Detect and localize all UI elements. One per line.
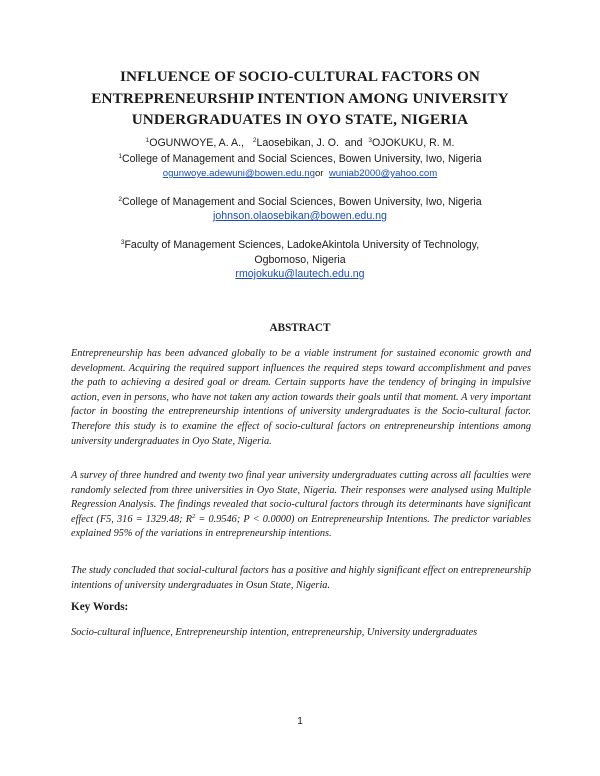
email-link-ojokuku[interactable]: rmojokuku@lautech.edu.ng: [235, 268, 365, 280]
author-1-name: OGUNWOYE, A. A.,: [149, 137, 244, 149]
affiliation-2-text: College of Management and Social Sciences, Bowen University, Iwo, Nigeria: [122, 196, 482, 208]
affiliation-3-text-line-1: Faculty of Management Sciences, LadokeAkintola University of Technology,: [124, 239, 480, 251]
abstract-paragraph-1: Entrepreneurship has been advanced globally to be a viable instrument for sustained economic growth and development. Acquiring the required support influences the required steps toward accomplishment and paves the path to achieving a desired goal or dream. Certain supports have the tendency of bringing in impulsive action, even in persons, who have not taken any action towards their goals until that moment. A very important factor in boosting the entrepreneurship intentions of university undergraduates is the Socio-cultural factor. Therefore this study is to examine the effect of socio-cultural factors on entrepreneurship intentions among university undergraduates in Oyo State, Nigeria.: [71, 348, 531, 447]
affiliation-1-superscript: 1: [118, 153, 123, 160]
keywords-text: Socio-cultural influence, Entrepreneurship intention, entrepreneurship, University undergraduates: [71, 627, 478, 638]
paper-title: INFLUENCE OF SOCIO-CULTURAL FACTORS ON ENTREPRENEURSHIP INTENTION AMONG UNIVERSITY UNDERGRADUATES IN OYO STATE, NIGERIA: [91, 68, 509, 128]
affiliation-1: [0, 151, 600, 167]
affiliation-3: [0, 237, 600, 253]
affiliation-3-superscript: 3: [120, 239, 125, 246]
author-line: [0, 135, 600, 151]
email-link-ogunwoye-yahoo[interactable]: wuniab2000@yahoo.com: [328, 168, 438, 179]
abstract-paragraph-2: [71, 469, 531, 542]
email-link-ogunwoye-bowen[interactable]: ogunwoye.adewuni@bowen.edu.ng: [162, 168, 315, 179]
author-3-superscript: 3: [368, 137, 372, 144]
affiliation-3-text-line-2: Ogbomoso, Nigeria: [254, 254, 346, 266]
r-squared-superscript: 2: [192, 512, 196, 520]
keywords-heading: Key Words:: [71, 601, 129, 613]
affiliation-2-email: [0, 208, 600, 224]
author-2-superscript: 2: [252, 137, 257, 144]
author-2-name: Laosebikan, J. O.: [256, 137, 339, 149]
abstract-paragraph-2-text-a: A survey of three hundred and twenty two final year university undergraduates cutting across all faculties were randomly selected from three universities in Oyo State, Nigeria. Their responses were analysed using Multiple Regression Analysis. The findings revealed that socio-cultural factors through its determinants have significant effect (F5, 316 = 1329.48; R: [71, 470, 531, 525]
abstract-heading: ABSTRACT: [269, 322, 331, 334]
affiliation-1-emails: [0, 166, 600, 182]
author-and: and: [344, 137, 363, 149]
affiliation-3-email: [0, 266, 600, 282]
abstract-paragraph-2-text-b: = 0.9546; P < 0.0000) on Entrepreneurship Intentions. The predictor variables explained 95% of the variations in entrepreneurship intentions.: [71, 513, 531, 540]
email-separator-or: or: [314, 168, 324, 179]
affiliation-1-text: College of Management and Social Sciences, Bowen University, Iwo, Nigeria: [122, 153, 482, 165]
affiliation-2-superscript: 2: [118, 196, 123, 203]
author-3-name: OJOKUKU, R. M.: [372, 137, 455, 149]
email-link-laosebikan[interactable]: johnson.olaosebikan@bowen.edu.ng: [213, 210, 387, 222]
author-1-superscript: 1: [145, 137, 150, 144]
abstract-paragraph-3: The study concluded that social-cultural factors has a positive and highly significant effect on entrepreneurship intentions of university undergraduates in Osun State, Nigeria.: [71, 565, 531, 591]
page-number: 1: [297, 716, 303, 727]
